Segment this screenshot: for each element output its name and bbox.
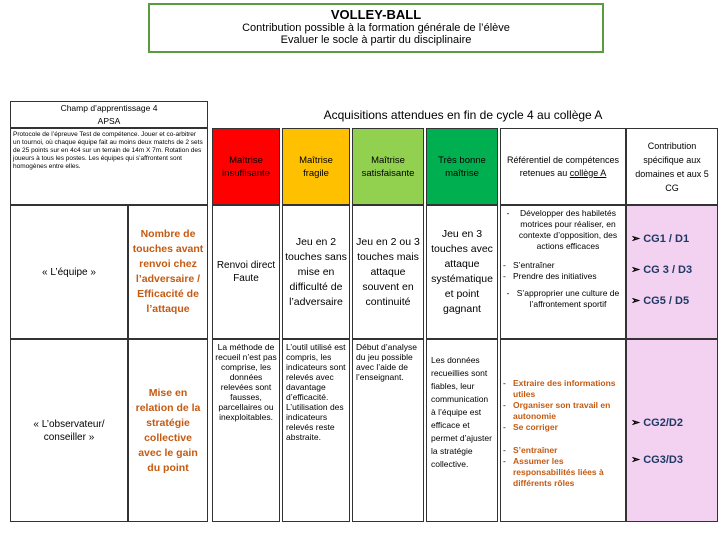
row1-tres-bonne bbox=[426, 205, 498, 339]
level-tres-bonne-label: Très bonne maîtrise bbox=[438, 154, 486, 179]
row1-contribution bbox=[626, 205, 718, 339]
criterion-2-cell bbox=[128, 339, 208, 522]
row2-tres-bonne-text: Les données recueillies sont fiables, leur communication à l’équipe est efficace et permet d’ajuster la stratégie collective. bbox=[431, 355, 492, 469]
level-fragile-header bbox=[282, 128, 350, 205]
row1-satisfaisante bbox=[352, 205, 424, 339]
row1-fragile bbox=[282, 205, 350, 339]
page-subtitle-1: Contribution possible à la formation générale de l’élève bbox=[242, 22, 510, 34]
referentiel-label: Référentiel de compétences retenues au bbox=[506, 154, 620, 178]
apsa-label: APSA bbox=[97, 116, 121, 126]
row1-cg-3: ➢ CG5 / D5 bbox=[631, 294, 690, 307]
contribution-header bbox=[626, 128, 718, 205]
row2-ref-item-3: - Se corriger bbox=[503, 422, 558, 432]
arrow-bullet-icon: ➢ bbox=[631, 264, 641, 276]
row2-ref-item-5: - Assumer les responsabilités liées à différents rôles bbox=[503, 456, 604, 488]
level-insuffisante-label: Maîtrise insuffisante bbox=[222, 154, 270, 179]
role-equipe-cell bbox=[10, 205, 128, 339]
page-title: VOLLEY-BALL bbox=[330, 7, 422, 22]
arrow-bullet-icon: ➢ bbox=[631, 233, 641, 245]
level-satisfaisante-header bbox=[352, 128, 424, 205]
referentiel-header bbox=[500, 128, 626, 205]
row1-ref-item-3: - Prendre des initiatives bbox=[503, 271, 597, 281]
criterion-1: Nombre de touches avant renvoi chez l’adversaire / Efficacité de l’attaque bbox=[132, 228, 204, 315]
champ-header bbox=[10, 101, 208, 128]
row1-satisfaisante-text: Jeu en 2 ou 3 touches mais attaque souvent en continuité bbox=[356, 235, 420, 308]
protocol-cell bbox=[10, 128, 208, 205]
role-observateur-cell bbox=[10, 339, 128, 522]
row2-fragile-text: L’outil utilisé est compris, les indicateurs sont relevés avec davantage d’efficacité. L’utilisation des indicateurs relevés reste abstraite. bbox=[286, 342, 346, 442]
row2-fragile bbox=[282, 339, 350, 522]
row1-insuffisante-text: Renvoi direct Faute bbox=[216, 260, 276, 284]
row1-ref-item-2: - S’entraîner bbox=[503, 260, 555, 270]
level-tres-bonne-header bbox=[426, 128, 498, 205]
row2-satisfaisante-text: Début d’analyse du jeu possible avec l’aide de l’enseignant. bbox=[356, 342, 417, 382]
row2-insuffisante bbox=[212, 339, 280, 522]
acquisitions-title: Acquisitions attendues en fin de cycle 4 au collège A bbox=[323, 108, 603, 122]
row1-referentiel bbox=[500, 205, 626, 339]
row2-referentiel bbox=[500, 339, 626, 522]
page-subtitle-2: Evaluer le socle à partir du disciplinaire bbox=[280, 34, 472, 46]
contribution-label: Contribution spécifique aux domaines et aux 5 CG bbox=[635, 140, 709, 193]
role-equipe: « L’équipe » bbox=[42, 266, 96, 278]
row1-fragile-text: Jeu en 2 touches sans mise en difficulté de l’adversaire bbox=[285, 235, 347, 308]
row1-ref-item-4: - S’approprier une culture de l’affrontement sportif bbox=[506, 288, 620, 309]
arrow-bullet-icon: ➢ bbox=[631, 454, 641, 466]
row2-ref-item-4: - S’entraîner bbox=[503, 445, 558, 455]
row1-tres-bonne-text: Jeu en 3 touches avec attaque systématique et point gagnant bbox=[431, 228, 493, 315]
level-satisfaisante-label: Maîtrise satisfaisante bbox=[361, 154, 415, 179]
row1-insuffisante bbox=[212, 205, 280, 339]
row2-cg-1: ➢ CG2/D2 bbox=[631, 416, 683, 429]
role-observateur: « L’observateur/ conseiller » bbox=[33, 418, 105, 443]
protocol-text: Protocole de l’épreuve Test de compétence. Jouer et co-arbitrer un tournoi, où chaque équipe fait au moins deux matchs de 2 sets de 25 points sur en 4c4 sur un terrain de 14m X 7m. Rotation des joueurs à tous les postes. Les équipes qui s’affrontent sont homogènes entre elles. bbox=[13, 131, 203, 170]
row2-tres-bonne bbox=[426, 339, 498, 522]
row2-ref-item-2: - Organiser son travail en autonomie bbox=[503, 400, 611, 421]
champ-label: Champ d’apprentissage 4 bbox=[60, 103, 158, 113]
level-fragile-label: Maîtrise fragile bbox=[299, 154, 333, 179]
arrow-bullet-icon: ➢ bbox=[631, 295, 641, 307]
title-box bbox=[148, 3, 604, 53]
referentiel-college: collège A bbox=[569, 167, 607, 178]
row1-cg-2: ➢ CG 3 / D3 bbox=[631, 263, 693, 276]
row1-cg-1: ➢ CG1 / D1 bbox=[631, 232, 690, 245]
row2-satisfaisante bbox=[352, 339, 424, 522]
acquisitions-header bbox=[208, 101, 718, 129]
criterion-2: Mise en relation de la stratégie collective avec le gain du point bbox=[135, 386, 201, 474]
level-insuffisante-header bbox=[212, 128, 280, 205]
row2-contribution bbox=[626, 339, 718, 522]
row2-cg-2: ➢ CG3/D3 bbox=[631, 453, 683, 466]
row1-ref-item-1: - Développer des habiletés motrices pour réaliser, en contexte d’opposition, des actions efficaces bbox=[506, 208, 618, 251]
arrow-bullet-icon: ➢ bbox=[631, 417, 641, 429]
criterion-1-cell bbox=[128, 205, 208, 339]
row2-ref-item-1: - Extraire des informations utiles bbox=[503, 378, 616, 399]
row2-insuffisante-text: La méthode de recueil n’est pas comprise, les données relevées sont fausses, parcellaires ou inexploitables. bbox=[215, 342, 277, 422]
